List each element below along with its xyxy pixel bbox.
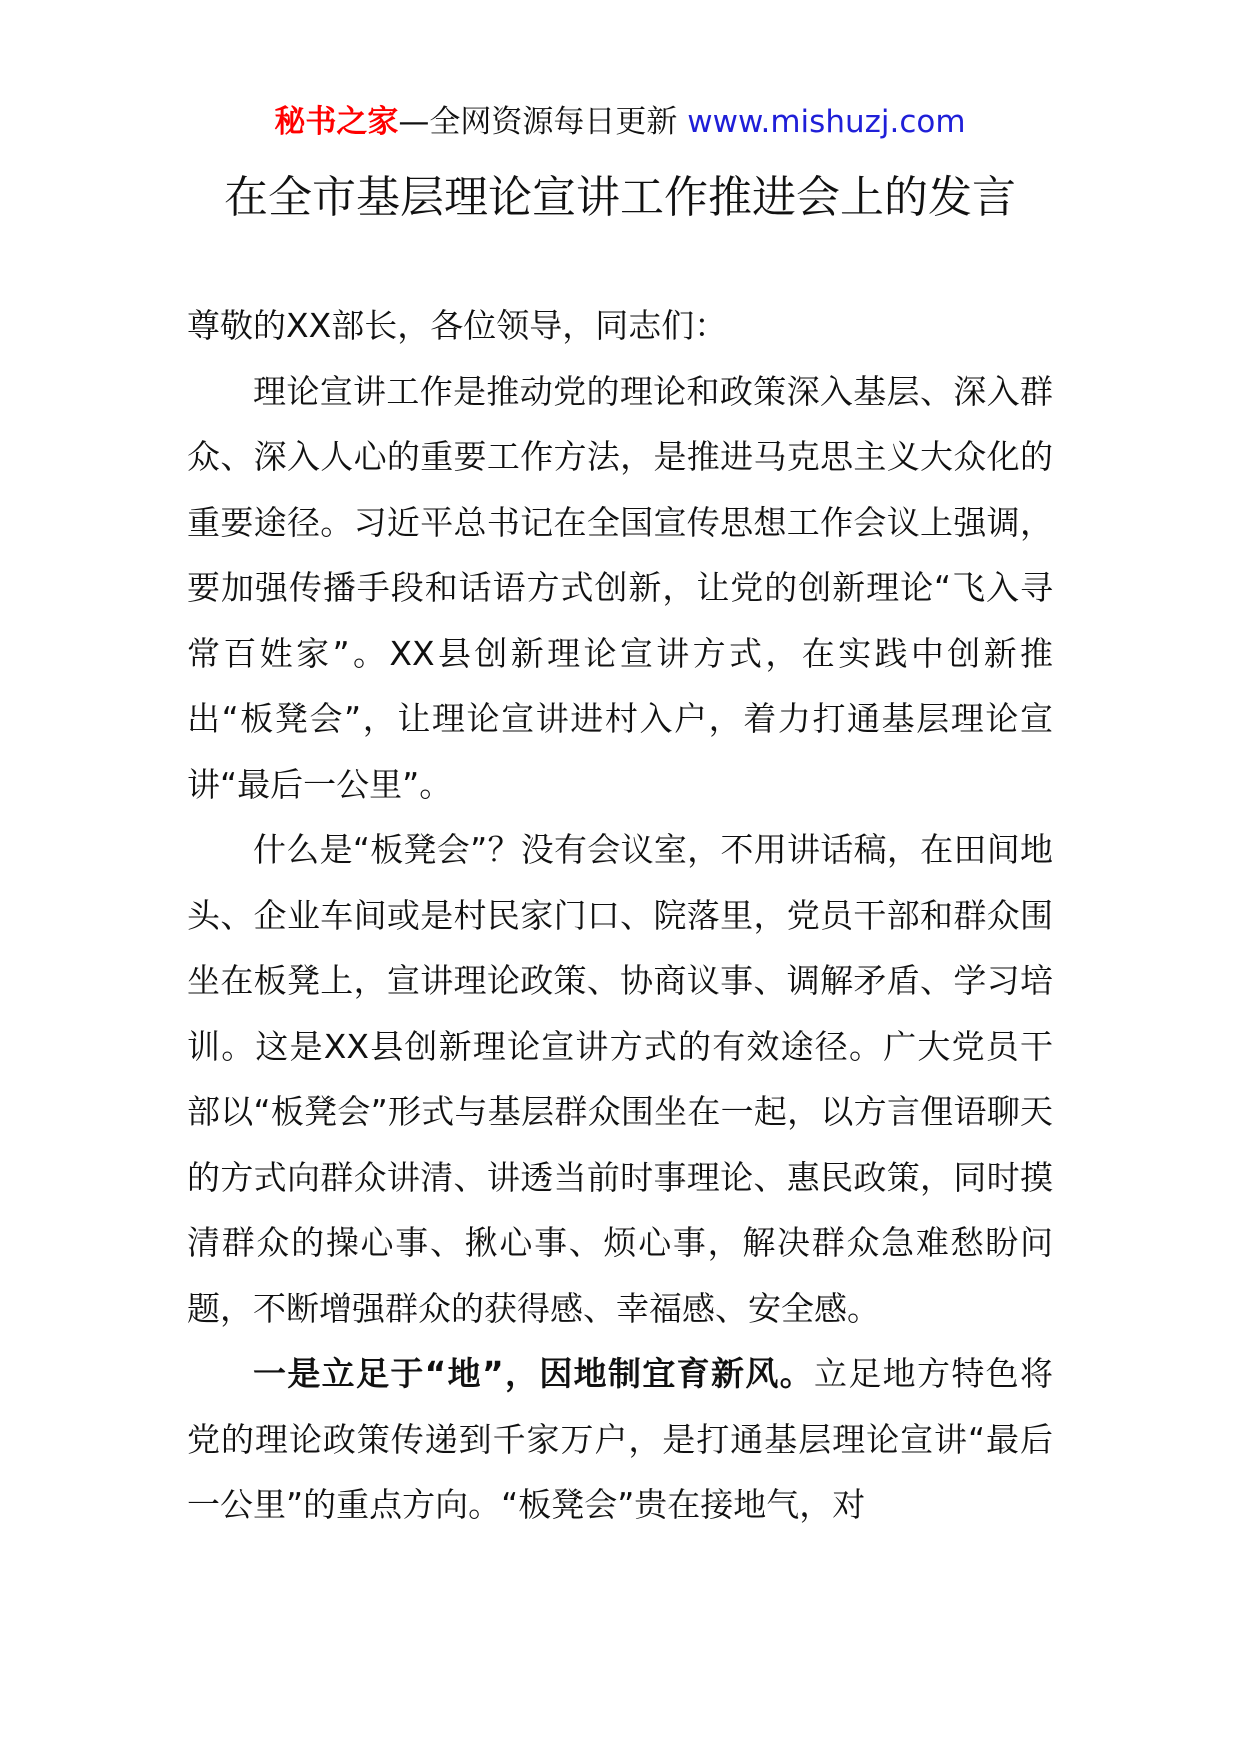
section-one-text: 立足地方特色将党的理论政策传递到千家万户，是打通基层理论宣讲“最后一公里”的重点方向。“板凳会”贵在接地气，对 xyxy=(187,1354,1054,1524)
document-body xyxy=(187,293,1053,1538)
paragraph-2: 什么是“板凳会”？没有会议室，不用讲话稿，在田间地头、企业车间或是村民家门口、院落里，党员干部和群众围坐在板凳上，宣讲理论政策、协商议事、调解矛盾、学习培训。这是XX县创新理论宣讲方式的有效途径。广大党员干部以“板凳会”形式与基层群众围坐在一起，以方言俚语聊天的方式向群众讲清、讲透当前时事理论、惠民政策，同时摸清群众的操心事、揪心事、烦心事，解决群众急难愁盼问题，不断增强群众的获得感、幸福感、安全感。 xyxy=(187,830,1053,1328)
paragraph-1: 理论宣讲工作是推动党的理论和政策深入基层、深入群众、深入人心的重要工作方法，是推进马克思主义大众化的重要途径。习近平总书记在全国宣传思想工作会议上强调，要加强传播手段和话语方式创新，让党的创新理论“飞入寻常百姓家”。XX县创新理论宣讲方式，在实践中创新推出“板凳会”，让理论宣讲进村入户，着力打通基层理论宣讲“最后一公里”。 xyxy=(187,371,1053,804)
section-one-lead: 一是立足于“地”，因地制宜育新风。 xyxy=(253,1354,815,1393)
site-tagline: —全网资源每日更新 xyxy=(398,104,678,140)
salutation: 尊敬的XX部长，各位领导，同志们： xyxy=(187,306,728,345)
site-brand: 秘书之家 xyxy=(274,104,399,140)
site-url-link[interactable]: www.mishuzj.com xyxy=(687,104,966,140)
site-banner xyxy=(0,100,1240,144)
document-title: 在全市基层理论宣讲工作推进会上的发言 xyxy=(224,172,1016,223)
paragraph-3 xyxy=(187,1341,1053,1538)
